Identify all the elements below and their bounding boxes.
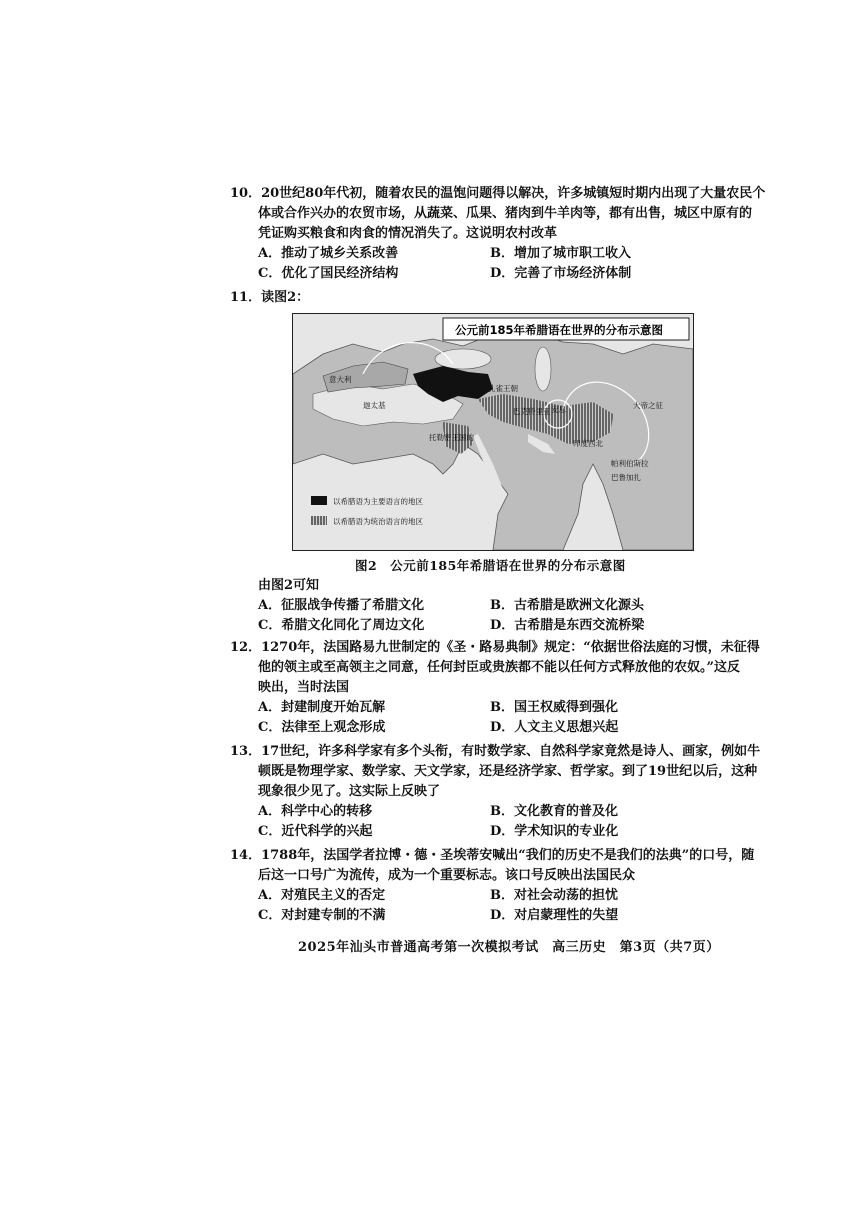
q13-option-b[interactable]: B．文化教育的普及化 xyxy=(490,804,618,819)
q14-option-b[interactable]: B．对社会动荡的担忧 xyxy=(490,888,618,903)
map-label-ptolemaic: 托勒密王国的 xyxy=(429,433,474,442)
q13-option-a[interactable]: A．科学中心的转移 xyxy=(258,804,373,819)
q13-option-c[interactable]: C．近代科学的兴起 xyxy=(258,824,373,839)
question-11-intro xyxy=(230,288,760,308)
map-label-barygaza: 巴鲁加扎 xyxy=(611,473,641,482)
q12-line-3: 映出，当时法国 xyxy=(258,680,350,695)
q14-option-d[interactable]: D．对启蒙理性的失望 xyxy=(490,908,619,923)
black-sea xyxy=(435,349,491,369)
q12-line-2: 他的领主或至高领主之同意，任何封臣或贵族都不能以任何方式释放他的农奴。”这反 xyxy=(258,660,740,675)
q13-line-3: 现象很少见了。这实际上反映了 xyxy=(258,784,441,799)
page-footer: 2025年汕头市普通高考第一次模拟考试 高三历史 第3页（共7页） xyxy=(298,940,720,955)
q10-line-3: 凭证购买粮食和肉食的情况消失了。这说明农村改革 xyxy=(258,226,558,241)
q10-option-d[interactable]: D．完善了市场经济体制 xyxy=(490,266,632,281)
q13-option-d[interactable]: D．学术知识的专业化 xyxy=(490,824,619,839)
legend-swatch-ruled xyxy=(311,516,327,525)
q11-option-b[interactable]: B．古希腊是欧洲文化源头 xyxy=(490,598,644,613)
map-label-maurya: 孔雀王朝 xyxy=(488,384,518,393)
q12-option-a[interactable]: A．封建制度开始瓦解 xyxy=(258,700,386,715)
q11-option-a[interactable]: A．征服战争传播了希腊文化 xyxy=(258,598,425,613)
q12-line-1: 12．1270年，法国路易九世制定的《圣・路易典制》规定：“依据世俗法庭的习惯，未征得 xyxy=(230,640,760,655)
question-14 xyxy=(230,846,760,926)
q14-line-2: 后这一口号广为流传，成为一个重要标志。该口号反映出法国民众 xyxy=(258,868,636,883)
map-label-pataliputra: 帕利伯斯拉 xyxy=(611,459,649,468)
map-label-seleucid: 意大利 xyxy=(329,375,352,384)
legend-main-label: 以希腊语为主要语言的地区 xyxy=(333,497,423,506)
q14-line-1: 14．1788年，法国学者拉博・德・圣埃蒂安喊出“我们的历史不是我们的法典”的口号，随 xyxy=(230,848,755,863)
figure-caption: 图2 公元前185年希腊语在世界的分布示意图 xyxy=(355,558,626,573)
q11-stem: 由图2可知 xyxy=(258,578,320,593)
q10-option-c[interactable]: C．优化了国民经济结构 xyxy=(258,266,399,281)
q11-options xyxy=(230,596,760,636)
map-label-india-nw: 印度西北 xyxy=(573,439,603,448)
q10-options xyxy=(230,244,760,284)
question-13 xyxy=(230,742,760,842)
map-label-anxi: 安息 xyxy=(551,405,566,414)
map-label-bactria: 巴克特里亚 xyxy=(513,407,551,416)
legend-ruled-label: 以希腊语为统治语言的地区 xyxy=(333,517,423,526)
q14-option-c[interactable]: C．对封建专制的不满 xyxy=(258,908,386,923)
q12-options xyxy=(230,698,760,738)
q13-line-2: 顿既是物理学家、数学家、天文学家，还是经济学家、哲学家。到了19世纪以后，这种 xyxy=(258,764,758,779)
map-svg xyxy=(293,314,693,550)
question-12 xyxy=(230,638,760,738)
q10-option-b[interactable]: B．增加了城市职工收入 xyxy=(490,246,631,261)
legend-swatch-main xyxy=(311,496,327,505)
q12-option-b[interactable]: B．国王权威得到强化 xyxy=(490,700,618,715)
question-10 xyxy=(230,184,766,284)
map-title: 公元前185年希腊语在世界的分布示意图 xyxy=(455,323,664,337)
caspian-sea xyxy=(535,347,551,391)
q11-option-d[interactable]: D．古希腊是东西交流桥梁 xyxy=(490,618,645,633)
map-label-expedition: 大帝之征 xyxy=(633,401,663,410)
q11-option-c[interactable]: C．希腊文化同化了周边文化 xyxy=(258,618,425,633)
question-11-body xyxy=(230,576,760,636)
q12-option-d[interactable]: D．人文主义思想兴起 xyxy=(490,720,619,735)
q13-line-1: 13．17世纪，许多科学家有多个头衔，有时数学家、自然科学家竟然是诗人、画家，例如牛 xyxy=(230,744,761,759)
q14-option-a[interactable]: A．对殖民主义的否定 xyxy=(258,888,386,903)
q10-line-2: 体或合作兴办的农贸市场，从蔬菜、瓜果、猪肉到牛羊肉等，都有出售，城区中原有的 xyxy=(258,206,753,221)
q13-options xyxy=(230,802,760,842)
q12-option-c[interactable]: C．法律至上观念形成 xyxy=(258,720,386,735)
q10-option-a[interactable]: A．推动了城乡关系改善 xyxy=(258,246,399,261)
greek-language-map xyxy=(292,313,694,551)
q10-line-1: 10．20世纪80年代初，随着农民的温饱问题得以解决，许多城镇短时期内出现了大量农民个 xyxy=(230,186,766,201)
q11-intro: 11．读图2： xyxy=(230,290,310,305)
map-label-carthage: 迦太基 xyxy=(363,401,386,410)
q14-options xyxy=(230,886,760,926)
